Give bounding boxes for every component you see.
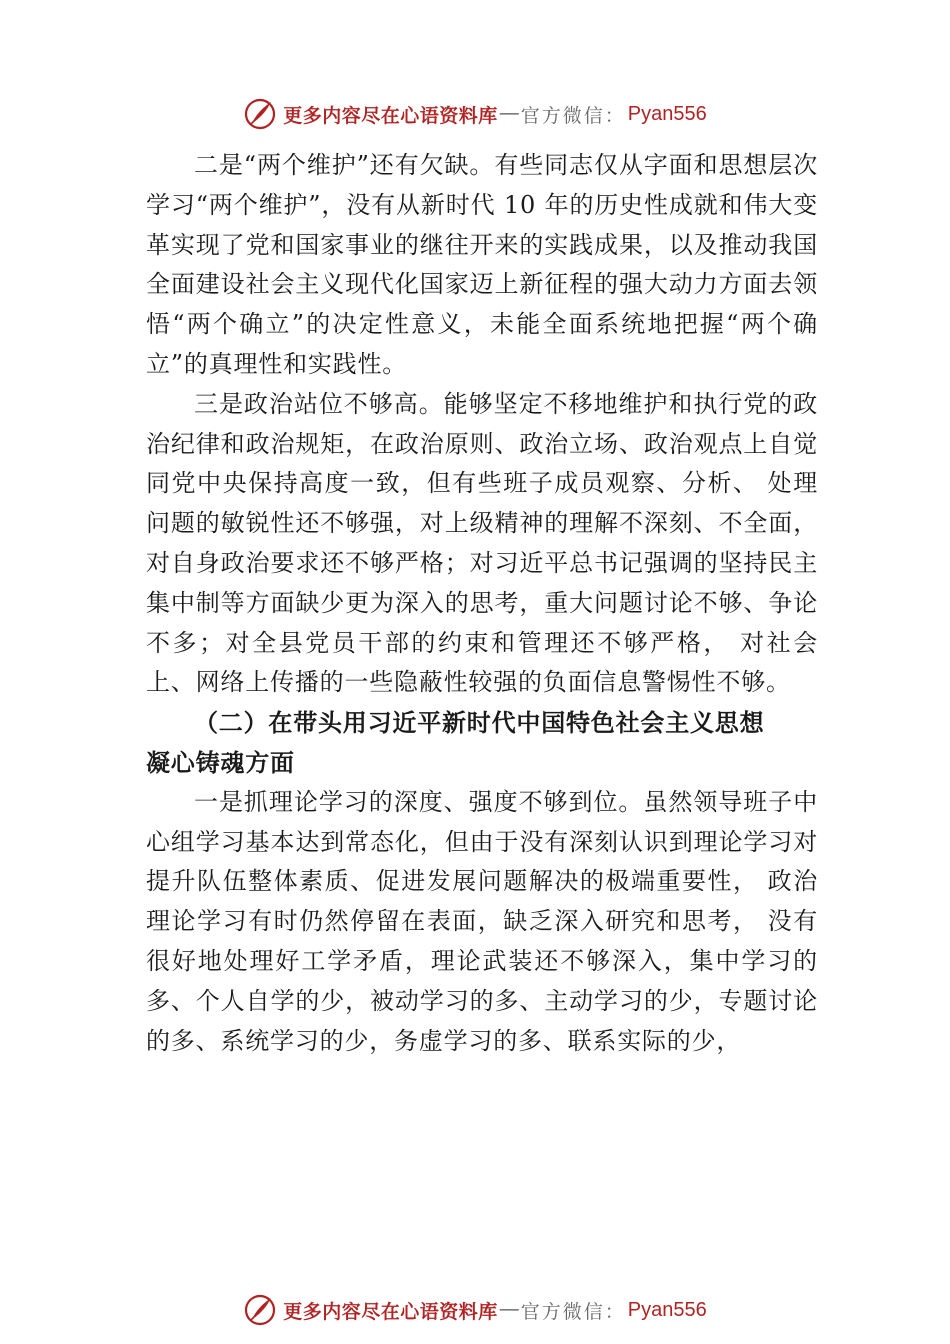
footer-banner: [0, 1290, 950, 1330]
section-heading: [146, 703, 818, 783]
banner-brand-text: 更多内容尽在心语资料库: [283, 1300, 498, 1323]
paragraph-theory-study: 一是抓理论学习的深度、强度不够到位。虽然领导班子中心组学习基本达到常态化，但由于没有深刻认识到理论学习对提升队伍整体素质、促进发展问题解决的极端重要性， 政治理论学习有时仍然停留在表面，缺乏深入研究和思考， 没有很好地处理好工学矛盾，理论武装还不够深入，集中学习的多、个人自学的少，被动学习的多、主动学习的少，专题讨论的多、系统学习的少，务虚学习的多、联系实际的少，: [146, 787, 818, 1055]
banner-official-label: 官方微信：: [520, 104, 626, 127]
section-heading-line-1: （二）在带头用习近平新时代中国特色社会主义思想: [194, 708, 765, 738]
banner-wechat-id: Pyan556: [627, 1298, 707, 1321]
banner-separator: —: [499, 1299, 519, 1320]
header-banner: [0, 94, 950, 134]
banner-separator: —: [499, 103, 519, 124]
document-body: [146, 146, 818, 1061]
paragraph-two-safeguards: 二是“两个维护”还有欠缺。有些同志仅从字面和思想层次学习“两个维护”，没有从新时代 10 年的历史性成就和伟大变革实现了党和国家事业的继往开来的实践成果，以及推动我国全面建设社会主义现代化国家迈上新征程的强大动力方面去领悟“两个确立”的决定性意义，未能全面系统地把握“两个确立”的真理性和实践性。: [146, 151, 818, 378]
banner-official-label: 官方微信：: [520, 1300, 626, 1323]
paragraph-political-stance: 三是政治站位不够高。能够坚定不移地维护和执行党的政治纪律和政治规矩，在政治原则、政治立场、政治观点上自觉同党中央保持高度一致，但有些班子成员观察、分析、 处理问题的敏锐性还不够强，对上级精神的理解不深刻、不全面，对自身政治要求还不够严格；对习近平总书记强调的坚持民主集中制等方面缺少更为深入的思考，重大问题讨论不够、争论不多；对全县党员干部的约束和管理还不够严格， 对社会上、网络上传播的一些隐蔽性较强的负面信息警惕性不够。: [146, 389, 818, 697]
banner-wechat-id: Pyan556: [627, 102, 707, 125]
section-heading-line-2: 凝心铸魂方面: [146, 747, 295, 777]
banner-brand-text: 更多内容尽在心语资料库: [283, 104, 498, 127]
quill-pen-logo-icon: [243, 97, 277, 131]
quill-pen-logo-icon: [243, 1293, 277, 1327]
